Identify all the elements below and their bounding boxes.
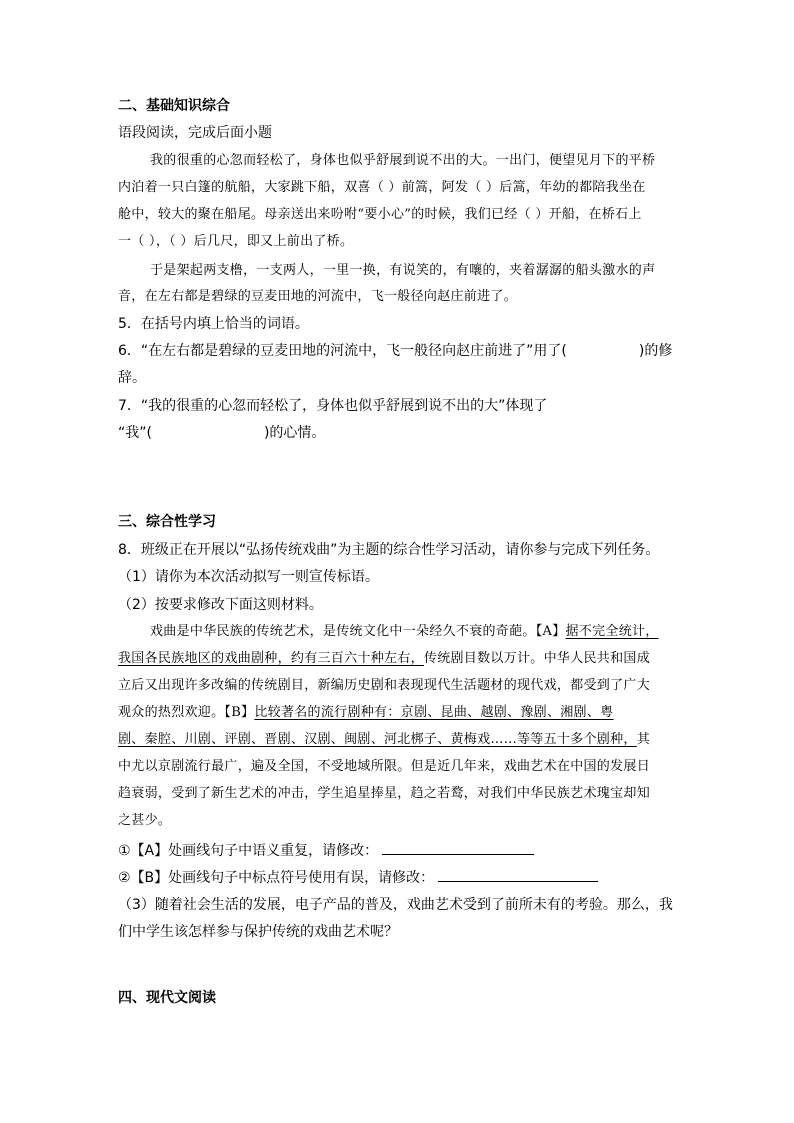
underlined-sentence-a: 据不完全统计， [565,624,659,639]
question-7-continued [118,423,325,443]
material-text: 戏曲是中华民族的传统艺术，是传统文化中一朵经久不衰的奇葩。【A】 [150,624,566,639]
section-2-instruction: 语段阅读，完成后面小题 [118,125,272,141]
material-text: 传统剧目数以万计。中华人民共和国成 [423,651,651,666]
passage-line-5: 于是架起两支橹，一支两人，一里一换，有说笑的，有嚷的，夹着潺潺的船头激水的声 [150,263,656,278]
task-1: （1）请你为本次活动拟写一则宣传标语。 [118,569,379,585]
passage-line-3: 舱中，较大的聚在船尾。母亲送出来吩咐“要小心”的时候，我们已经（ ）开船，在桥石上 [118,207,642,222]
question-6 [118,341,672,361]
section-3-title: 三、综合性学习 [118,514,216,530]
question-6-suffix: )的修 [638,343,673,359]
material-line-6: 中尤以京剧流行最广，遍及全国，不受地域所限。但是近几年来，戏曲艺术在中国的发展日 [118,759,651,774]
underlined-sentence-b: 比较著名的流行剧种有：京剧、昆曲、越剧、豫剧、湘剧、粤 [254,705,614,720]
material-line-2 [118,649,650,669]
task-3-continued: 们中学生该怎样参与保护传统的戏曲艺术呢？ [118,924,398,940]
section-2-title: 二、基础知识综合 [118,98,230,114]
section-4-title: 四、现代文阅读 [118,990,216,1006]
question-7: 7．“我的很重的心忽而轻松了，身体也似乎舒展到说不出的大”体现了 [118,398,548,414]
answer-line-b[interactable] [438,867,598,882]
sub-question-b-text: ②【B】处画线句子中标点符号使用有误，请修改： [118,870,435,886]
question-6-text: 6．“在左右都是碧绿的豆麦田地的河流中，飞一般径向赵庄前进了”用了( [118,343,567,359]
sub-question-a-text: ①【A】处画线句子中语义重复，请修改： [118,843,379,859]
material-line-7: 趋衰弱，受到了新生艺术的冲击，学生追星捧星，趋之若鹜，对我们中华民族艺术瑰宝却知 [118,786,651,801]
passage-line-4: 一（ ），（ ）后几尺，即又上前出了桥。 [118,234,354,249]
passage-line-2: 内泊着一只白篷的航船，大家跳下船，双喜（ ）前篙，阿发（ ）后篙，年幼的都陪我坐在 [118,180,646,195]
question-8: 8．班级正在开展以“弘扬传统戏曲”为主题的综合性学习活动，请你参与完成下列任务。 [118,542,660,558]
material-line-1 [150,622,659,642]
passage-line-1: 我的很重的心忽而轻松了，身体也似乎舒展到说不出的大。一出门，便望见月下的平桥 [150,153,656,168]
material-text: 观众的热烈欢迎。【B】 [118,705,255,720]
question-6-continued: 辞。 [118,370,146,386]
material-line-3: 立后又出现许多改编的传统剧目，新编历史剧和表现现代生活题材的现代戏，都受到了广大 [118,678,651,693]
underlined-sentence-b-cont: 剧、秦腔、川剧、评剧、晋剧、汉剧、闽剧、河北梆子、黄梅戏……等等五十多个剧种， [118,732,637,747]
question-5: 5．在括号内填上恰当的词语。 [118,316,309,332]
question-7-prefix: “我”( [118,425,152,441]
material-line-8: 之甚少。 [118,813,172,828]
passage-line-6: 音，在左右都是碧绿的豆麦田地的河流中，飞一般径向赵庄前进了。 [118,289,518,304]
task-3: （3）随着社会生活的发展，电子产品的普及，戏曲艺术受到了前所未有的考验。那么，我 [118,897,673,913]
sub-question-a [118,840,534,861]
answer-line-a[interactable] [382,840,534,855]
question-7-suffix: )的心情。 [263,425,326,441]
material-line-4 [118,703,613,723]
sub-question-b [118,867,598,888]
underlined-sentence-a-cont: 我国各民族地区的戏曲剧种，约有三百六十种左右， [118,651,424,666]
material-line-5 [118,730,650,750]
task-2: （2）按要求修改下面这则材料。 [118,597,323,613]
material-text: 其 [636,732,651,747]
